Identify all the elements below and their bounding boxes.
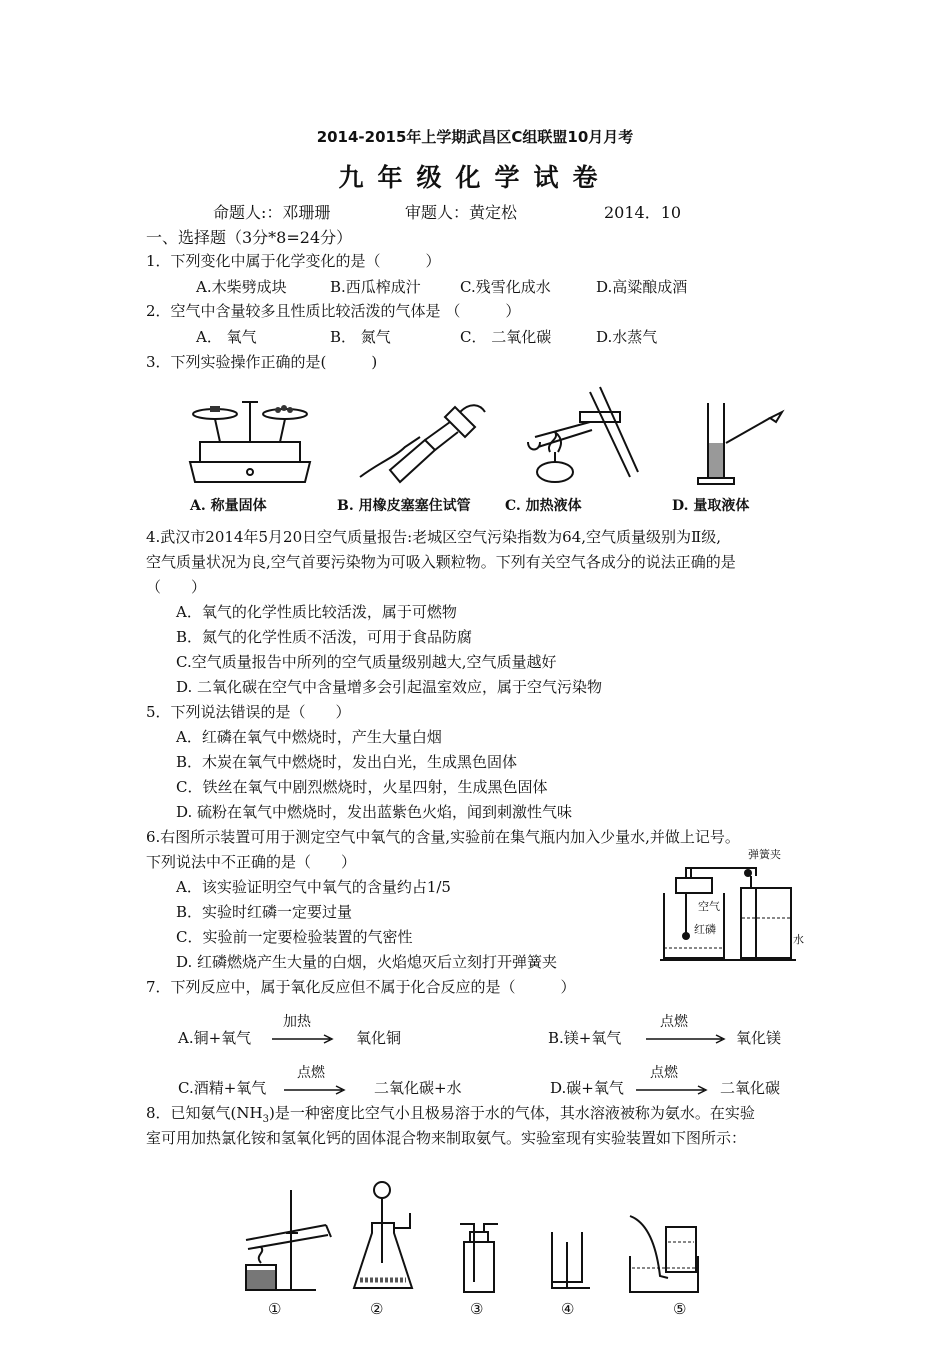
q1-option-c: C.残雪化成水 [460, 278, 551, 296]
q7-b-condition: 点燃 [660, 1014, 688, 1030]
label-water: 水 [793, 933, 804, 946]
q7-c-arrow [284, 1085, 346, 1095]
q5-stem: 5．下列说法错误的是（ ） [146, 703, 351, 721]
q2-option-d: D.水蒸气 [596, 328, 658, 346]
section-heading: 一、选择题（3分*8=24分） [146, 228, 353, 247]
cylinder-figure [690, 398, 800, 493]
q1-stem: 1．下列变化中属于化学变化的是（ ） [146, 252, 441, 270]
q8-subscript: 3 [262, 1114, 269, 1125]
q7-stem: 7．下列反应中，属于氧化反应但不属于化合反应的是（ ） [146, 978, 576, 996]
exam-title: 九年级化学试卷 [338, 163, 612, 192]
q1-option-d: D.高粱酿成酒 [596, 278, 688, 296]
q7-b-reactants: B.镁+氧气 [548, 1029, 622, 1047]
q7-b-arrow [646, 1034, 726, 1044]
label-air: 空气 [698, 900, 720, 913]
q8-line-1-end: )是一种密度比空气小且极易溶于水的气体，其水溶液被称为氨水。在实验 [268, 1104, 755, 1122]
q8-line-1-start: 8．已知氨气(NH [146, 1104, 263, 1122]
apparatus-label-4: ④ [561, 1300, 575, 1318]
q4-option-b: B．氮气的化学性质不活泼，可用于食品防腐 [176, 628, 473, 646]
q5-option-d: D. 硫粉在氧气中燃烧时，发出蓝紫色火焰，闻到刺激性气味 [176, 803, 573, 821]
q2-option-a: A． 氧气 [196, 328, 257, 346]
q7-a-product: 氧化铜 [356, 1029, 402, 1047]
apparatus-4-figure [546, 1222, 592, 1294]
label-red-phosphorus: 红磷 [694, 923, 716, 936]
apparatus-label-5: ⑤ [673, 1300, 687, 1318]
q5-option-a: A．红磷在氧气中燃烧时，产生大量白烟 [176, 728, 442, 746]
apparatus-label-2: ② [370, 1300, 384, 1318]
q1-option-b: B.西瓜榨成汁 [330, 278, 421, 296]
label-spring-clip: 弹簧夹 [748, 848, 781, 861]
heating-figure [520, 382, 650, 494]
apparatus-2-figure [350, 1178, 420, 1298]
q3-stem: 3．下列实验操作正确的是( ) [146, 353, 378, 371]
q6-option-b: B．实验时红磷一定要过量 [176, 903, 353, 921]
q6-option-d: D. 红磷燃烧产生大量的白烟，火焰熄灭后立刻打开弹簧夹 [176, 953, 558, 971]
q6-option-c: C．实验前一定要检验装置的气密性 [176, 928, 413, 946]
q6-line-2: 下列说法中不正确的是（ ） [146, 853, 357, 871]
q1-option-a: A.木柴劈成块 [196, 278, 287, 296]
q6-option-a: A．该实验证明空气中氧气的含量约占1/5 [176, 878, 451, 896]
stopper-figure [350, 392, 490, 492]
q4-line-1: 4.武汉市2014年5月20日空气质量报告:老城区空气污染指数为64,空气质量级别为Ⅱ级, [146, 528, 721, 546]
q7-c-reactants: C.酒精+氧气 [178, 1079, 267, 1097]
apparatus-label-1: ① [268, 1300, 282, 1318]
exam-date: 2014．10 [604, 203, 682, 222]
apparatus-label-3: ③ [470, 1300, 484, 1318]
apparatus-5-figure [626, 1212, 706, 1296]
q4-option-c: C.空气质量报告中所列的空气质量级别越大,空气质量越好 [176, 653, 557, 671]
q3-caption-a: A. 称量固体 [190, 498, 267, 514]
setter: 命题人:：邓珊珊 [213, 203, 331, 222]
apparatus-3-figure [456, 1222, 500, 1294]
exam-subtitle: 2014-2015年上学期武昌区C组联盟10月月考 [316, 128, 634, 146]
q8-line-2: 室可用加热氯化铵和氢氧化钙的固体混合物来制取氨气。实验室现有实验装置如下图所示： [146, 1129, 747, 1147]
reviewer: 审题人：黄定松 [405, 203, 518, 222]
q4-option-a: A．氧气的化学性质比较活泼，属于可燃物 [176, 603, 457, 621]
q2-option-c: C． 二氧化碳 [460, 328, 552, 346]
q4-option-d: D. 二氧化碳在空气中含量增多会引起温室效应，属于空气污染物 [176, 678, 603, 696]
q7-c-product: 二氧化碳+水 [374, 1079, 462, 1097]
q7-a-reactants: A.铜+氧气 [178, 1029, 252, 1047]
q8-line-1 [146, 1102, 755, 1125]
apparatus-1-figure [236, 1185, 336, 1297]
q7-d-condition: 点燃 [650, 1065, 678, 1081]
q4-line-3: （ ） [146, 578, 207, 596]
q2-option-b: B． 氮气 [330, 328, 391, 346]
q7-d-reactants: D.碳+氧气 [550, 1079, 624, 1097]
q7-a-condition: 加热 [283, 1014, 311, 1030]
q7-d-arrow [636, 1085, 708, 1095]
q3-caption-c: C. 加热液体 [505, 498, 582, 514]
q5-option-b: B．木炭在氧气中燃烧时，发出白光，生成黑色固体 [176, 753, 518, 771]
q7-c-condition: 点燃 [297, 1065, 325, 1081]
q3-caption-d: D. 量取液体 [672, 498, 750, 514]
q5-option-c: C．铁丝在氧气中剧烈燃烧时，火星四射，生成黑色固体 [176, 778, 548, 796]
oxygen-apparatus-figure [656, 848, 806, 968]
q7-b-product: 氧化镁 [736, 1029, 782, 1047]
balance-figure [180, 392, 320, 492]
q7-d-product: 二氧化碳 [720, 1079, 781, 1097]
q6-line-1: 6.右图所示装置可用于测定空气中氧气的含量,实验前在集气瓶内加入少量水,并做上记号。 [146, 828, 740, 846]
q7-a-arrow [272, 1034, 334, 1044]
q4-line-2: 空气质量状况为良,空气首要污染物为可吸入颗粒物。下列有关空气各成分的说法正确的是 [146, 553, 736, 571]
q2-stem: 2．空气中含量较多且性质比较活泼的气体是 （ ） [146, 302, 521, 320]
q3-caption-b: B. 用橡皮塞塞住试管 [337, 498, 471, 514]
